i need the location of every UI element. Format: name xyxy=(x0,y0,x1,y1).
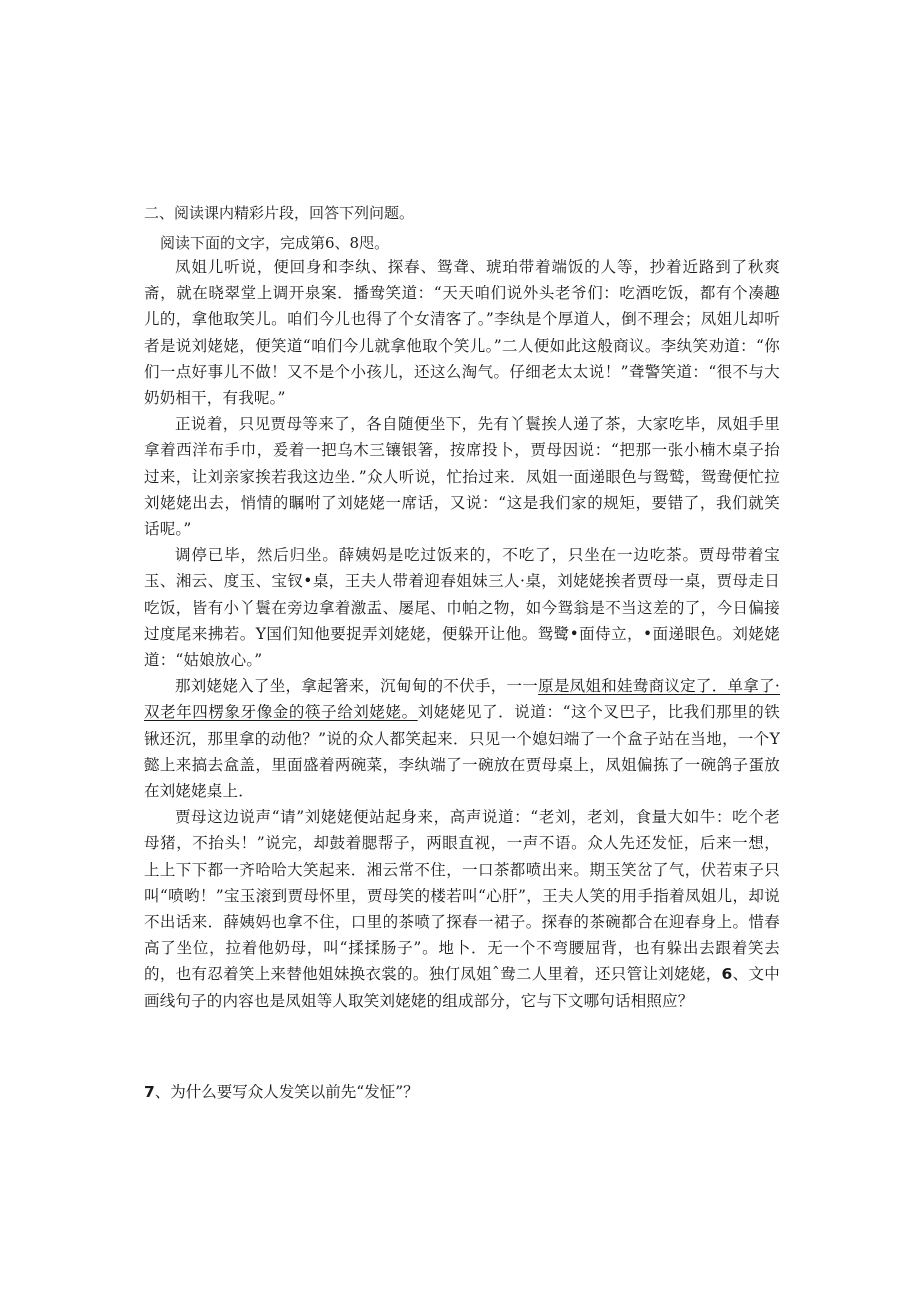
underlined-sentence: 原是凤姐和娃鸯商议定了．单拿了·双老年四楞象牙像金的筷子给刘姥姥。 xyxy=(144,677,780,722)
section-heading: 二、阅读课内精彩片段，回答下列问题。 xyxy=(144,204,415,222)
passage-paragraph-3: 调停已毕，然后归坐。薛姨妈是吃过饭来的，不吃了，只坐在一边吃茶。贾母带着宝玉、湘云、度玉、宝钗•桌，王夫人带着迎春姐妹三人·桌，刘姥姥挨者贾母一桌，贾母走日吃饭，皆有小丫鬟在旁边拿着激盂、屡尾、巾帕之物，如今鸳翁是不当这差的了，今日偏接过度尾来拂若。Y国们知他要捉弄刘姥姥，便躲开让他。鸳鹭•面侍立，•面递眼色。刘姥姥道：“姑娘放心。” xyxy=(144,546,780,670)
question-6-number: 6 xyxy=(721,965,733,984)
reading-instruction: 阅读下面的文字，完成第6、8咫。 xyxy=(160,234,390,252)
question-7 xyxy=(144,1080,419,1104)
passage-paragraph-5 xyxy=(144,804,780,1014)
paragraph-4-lead: 那刘姥姥入了坐，拿起箸来，沉甸甸的不伏手，一一 xyxy=(175,677,539,696)
paragraph-5-text: 贾母这边说声“请”刘姥姥便站起身来，高声说道：“老刘，老刘，食量大如牛：吃个老母猪，不抬头！”说完，却鼓着腮帮子，两眼直视，一声不语。众人先还发怔，后来一想，上上下下都一齐哈哈大笑起来．湘云常不住，一口茶都喷出来。期玉笑岔了气，伏若束子只叫“喷哟！”宝玉滚到贾母怀里，贾母笑的楼若叫“心肝”，王夫人笑的用手指着凤姐儿，却说不出话来．薛姨妈也拿不住，口里的茶喷了探春一裙子。探春的茶碗都合在迎春身上。惜春高了坐位，拉着他奶母，叫“揉揉肠子”。地卜．无一个不弯腰屈背，也有躲出去跟着笑去的，也有忍着笑上来替他姐妹换衣裳的。独仃凤姐ˆ鸯二人里着，还只管让刘姥姥， xyxy=(144,808,780,984)
passage-paragraph-4 xyxy=(144,673,780,804)
passage-paragraph-1: 凤姐儿听说，便回身和李纨、探春、鸳聋、琥珀带着端饭的人等，抄着近路到了秋爽斋，就在晓翠堂上调开泉案．播鸯笑道：“天天咱们说外头老爷们：吃酒吃饭，都有个凑趣儿的，拿他取笑儿。咱们今儿也得了个女清客了。”李纨是个厚道人，倒不理会；凤姐儿却听者是说刘姥姥，便笑道“咱们今儿就拿他取个笑儿。”二人便如此这般商议。李纨笑劝道：“你们一点好事儿不做！又不是个小孩儿，还这么淘气。仔细老太太说！”聋警笑道：“很不与大奶奶相干，有我呢。” xyxy=(144,258,780,408)
question-6-text: 、文中画线句子的内容也是凤姐等人取笑刘姥姥的组成部分，它与下文哪句话相照应？ xyxy=(144,965,781,1010)
passage-paragraph-2: 正说着，只见贾母等来了，各自随便坐下，先有丫鬟挨人递了茶，大家吃毕，凤姐手里拿着西洋布手巾，爰着一把乌木三镶银箸，按席投卜，贾母因说：“把那一张小楠木桌子抬过来，让刘亲家挨若我这边坐．”众人听说，忙抬过来．凤姐一面递眼色与鸳鹫，鸳鸯便忙拉刘姥姥出去，悄情的瞩咐了刘姥姥一席话，又说：“这是我们家的规矩，要错了，我们就笑话呢。” xyxy=(144,415,780,539)
question-7-number: 7 xyxy=(144,1083,155,1101)
paragraph-4-tail: 刘姥姥见了．说道：“这个叉巴子，比我们那里的铁锹还沉，那里拿的动他？”说的众人都笑起来．只见一个媳妇端了一个盒子站在当地，一个Y懿上来搞去盒盖，里面盛着两碗菜，李纨端了一碗放在贾母桌上，凤姐偏拣了一碗鸽子蛋放在刘姥姥桌上． xyxy=(144,703,780,801)
reading-passage xyxy=(144,254,780,1014)
question-7-text: 、为什么要写众人发笑以前先“发怔”？ xyxy=(154,1083,419,1101)
